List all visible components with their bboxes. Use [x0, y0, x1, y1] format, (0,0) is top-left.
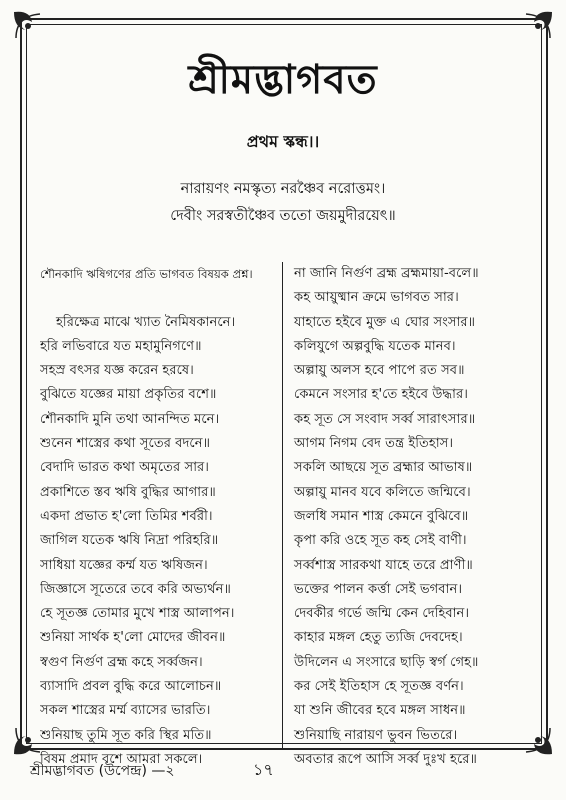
verse-line: স্বগুণ নির্গুণ ব্রহ্ম কহে সর্ব্বজন। [40, 654, 203, 670]
verse-line: সাধিয়া যজ্ঞের কর্ম্ম যত ঋষিজন। [40, 557, 208, 573]
running-footer: শ্রীমদ্ভাগবত (উপেন্দ্র) —২ [30, 763, 175, 779]
page-title: শ্রীমদ্ভাগবত [188, 57, 378, 103]
verse-line: কলিযুগে অল্পবুদ্ধি যতেক মানব। [294, 338, 456, 354]
verse-line: অল্পায়ু অলস হবে পাপে রত সব॥ [294, 363, 465, 379]
verse-line: হরি লভিবারে যত মহামুনিগণে॥ [40, 338, 202, 354]
verse-line: যাহাতে হইবে মুক্ত এ ঘোর সংসার॥ [294, 314, 476, 330]
left-column [40, 262, 280, 772]
verse-line: জিজ্ঞাসে সূতেরে তবে করি অভ্যর্থন॥ [40, 581, 231, 597]
blank-line [40, 286, 280, 310]
verse-line: জলধি সমান শাস্ত্র কেমনে বুঝিবে॥ [294, 508, 469, 524]
verse-line: যা শুনি জীবের হবে মঙ্গল সাধন॥ [294, 703, 466, 719]
verse-line: বিষম প্রমাদ বশে আমরা সকলে। [40, 751, 203, 767]
invocation-line: নারায়ণং নমস্কৃত্য নরঞ্চৈব নরোত্তমং। [180, 181, 386, 197]
section-heading: শৌনকাদি ঋষিগণের প্রতি ভাগবত বিষয়ক প্রশ্ন। [40, 267, 253, 281]
verse-line: ভক্তের পালন কর্ত্তা সেই ভগবান। [294, 581, 463, 597]
verse-line: কেমনে সংসার হ'তে হইবে উদ্ধার। [294, 387, 468, 403]
verse-line: কর সেই ইতিহাস হে সূতজ্ঞ বর্ণন। [294, 679, 464, 695]
verse-line: দেবকীর গর্ভে জন্মি কেন দেহিবান। [294, 606, 470, 622]
section-subtitle: প্রথম স্কন্ধ।। [246, 132, 320, 151]
corner-ornament-icon [516, 8, 556, 48]
verse-line: অবতার রূপে আসি সর্ব্ব দুঃখ হরে॥ [294, 751, 477, 767]
verse-line: শুনিয়া সার্থক হ'লো মোদের জীবন॥ [40, 630, 226, 646]
verse-line: বেদাদি ভারত কথা অমৃতের সার। [40, 460, 209, 476]
verse-line: আগম নিগম বেদ তন্ত্র ইতিহাস। [294, 436, 454, 452]
verse-line: কহ আয়ুষ্মান ক্রমে ভাগবত সার। [294, 290, 459, 306]
verse-line: সকলি আছয়ে সূত ব্রহ্মার আভাষ॥ [294, 460, 473, 476]
invocation-line: দেবীং সরস্বতীঞ্চৈব ততো জয়মুদীরয়েৎ॥ [170, 208, 396, 224]
verse-line: উদিলেন এ সংসারে ছাড়ি স্বর্গ গেহ॥ [294, 654, 479, 670]
verse-line: প্রকাশিতে স্তব ঋষি বুদ্ধির আগার॥ [40, 484, 216, 500]
verse-line: শুনেন শাস্ত্রের কথা সূতের বদনে॥ [40, 436, 211, 452]
verse-line: ব্যাসাদি প্রবল বুদ্ধি করে আলোচন॥ [40, 679, 222, 695]
verse-line: কাহার মঙ্গল হেতু ত্যজি দেবদেহ। [294, 630, 463, 646]
right-column [290, 262, 536, 772]
verse-line: জাগিল যতেক ঋষি নিদ্রা পরিহরি॥ [40, 533, 219, 549]
corner-ornament-icon [10, 8, 50, 48]
verse-line: শুনিয়াছ তুমি সূত করি স্থির মতি॥ [40, 727, 212, 743]
verse-line: হে সূতজ্ঞ তোমার মুখে শাস্ত্র আলাপন। [40, 606, 235, 622]
column-divider [282, 262, 283, 748]
verse-line: সকল শাস্ত্রের মর্ম্ম ব্যাসের ভারতি। [40, 703, 211, 719]
verse-line: একদা প্রভাত হ'লো তিমির শর্বরী। [40, 508, 213, 524]
verse-line: অল্পায়ু মানব যবে কলিতে জন্মিবে। [294, 484, 471, 500]
verse-line: সহস্র বৎসর যজ্ঞ করেন হরষে। [40, 363, 194, 379]
verse-line: শৌনকাদি মুনি তথা আনন্দিত মনে। [40, 411, 220, 427]
verse-line: সর্ব্বশাস্ত্র সারকথা যাহে তরে প্রাণী॥ [294, 557, 473, 573]
verse-line: কহ সূত সে সংবাদ সর্ব্ব সারাৎসার॥ [294, 411, 476, 427]
verse-line: কৃপা করি ওহে সূত কহ সেই বাণী। [294, 533, 467, 549]
page-number: ১৭ [253, 760, 274, 779]
verse-line: শুনিয়াছি নারায়ণ ভুবন ভিতরে। [294, 727, 458, 743]
verse-line: বুঝিতে যজ্ঞের মায়া প্রকৃতির বশে॥ [40, 387, 217, 403]
verse-line: না জানি নির্গুণ ব্রহ্ম ব্রহ্মমায়া-বলে॥ [294, 266, 479, 281]
verse-line: হরিক্ষেত্র মাঝে খ্যাত নৈমিষকাননে। [56, 314, 236, 330]
